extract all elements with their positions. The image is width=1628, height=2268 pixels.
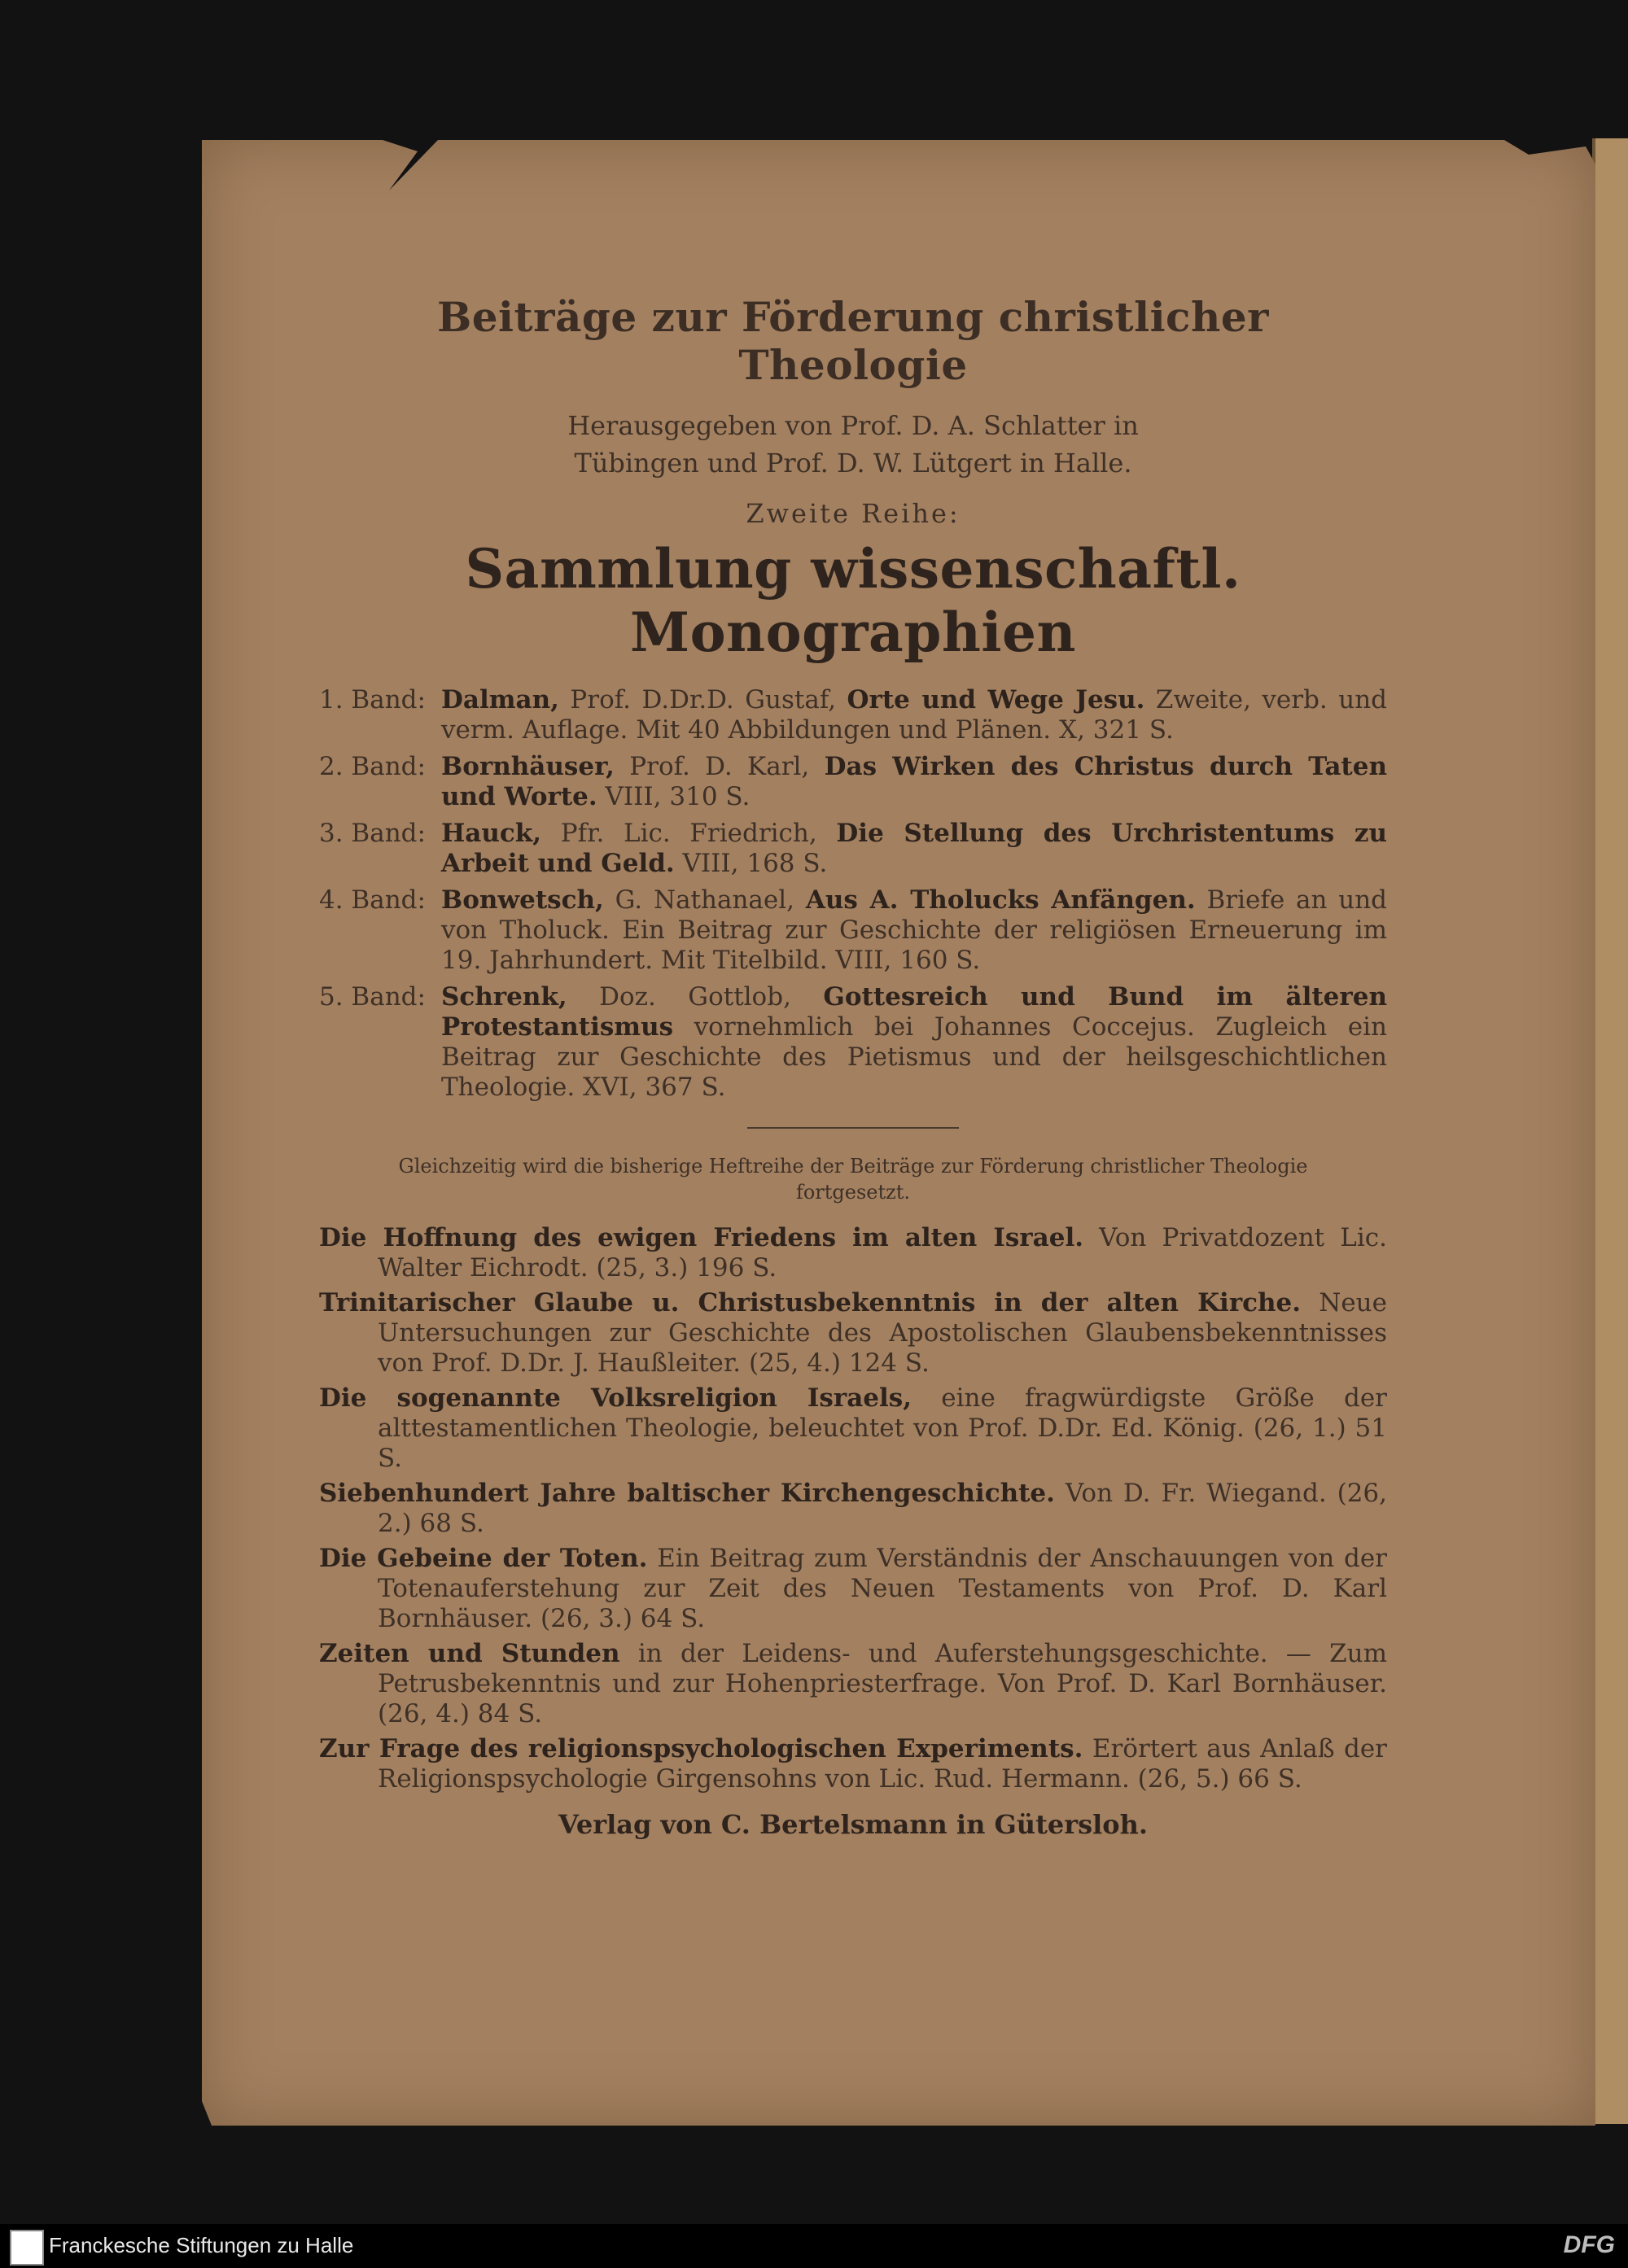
issue-rest: Erörtert aus Anlaß der Religionspsychologie Girgensohns von Lic. Rud. Hermann. (26, 5.) 66 S. — [378, 1734, 1388, 1794]
issue-title: Zeiten und Stunden — [319, 1639, 620, 1668]
editors — [319, 407, 1387, 482]
volume-item — [319, 982, 1387, 1103]
volume-detail: G. Nathanael, — [603, 885, 806, 915]
volume-author: Bornhäuser, — [441, 752, 615, 781]
volume-item — [319, 685, 1387, 745]
publication-title: Beiträge zur Förderung christlicher Theologie — [436, 293, 1270, 389]
volume-label: 3. Band: — [319, 819, 426, 848]
issue-title: Die sogenannte Volksreligion Israels, — [319, 1383, 912, 1413]
issue-rest: Von Privatdozent Lic. Walter Eichrodt. (25, 3.) 196 S. — [378, 1223, 1387, 1283]
volume-text — [441, 752, 1387, 812]
issue-item — [319, 1544, 1387, 1634]
volume-label: 2. Band: — [319, 752, 426, 781]
volume-item — [319, 752, 1387, 812]
issue-title: Die Hoffnung des ewigen Friedens im alten Israel. — [319, 1223, 1084, 1252]
issue-title: Trinitarischer Glaube u. Christusbekenntnis in der alten Kirche. — [319, 1288, 1302, 1318]
issue-rest: Neue Untersuchungen zur Geschichte des Apostolischen Glaubensbekenntnisses von Prof. D.Dr. J. Haußleiter. (25, 4.) 124 S. — [378, 1288, 1387, 1378]
issue-item — [319, 1383, 1387, 1474]
volume-item — [319, 885, 1387, 976]
series-notice: Gleichzeitig wird die bisherige Heftreihe der Beiträge zur Förderung christlicher Theologie fortgesetzt. — [398, 1155, 1308, 1204]
volume-rest: Zweite, verb. und verm. Auflage. Mit 40 Abbildungen und Plänen. X, 321 S. — [441, 685, 1388, 745]
volume-label: 4. Band: — [319, 885, 426, 915]
dfg-logo[interactable]: DFG — [1563, 2231, 1615, 2258]
volume-title: Das Wirken des Christus durch Taten und Worte. — [441, 752, 1388, 811]
issue-rest: in der Leidens- und Auferstehungsgeschichte. — Zum Petrusbekenntnis und zur Hohenpriesterfrage. Von Prof. D. Karl Bornhäuser. (26, 4.) 84 S. — [378, 1639, 1387, 1728]
volume-text — [441, 982, 1387, 1103]
volume-title: Die Stellung des Urchristentums zu Arbeit und Geld. — [441, 819, 1387, 878]
institution-name[interactable]: Franckesche Stiftungen zu Halle — [49, 2233, 354, 2257]
volume-title: Gottesreich und Bund im älteren Protestantismus — [441, 982, 1387, 1042]
volume-rest: vornehmlich bei Johannes Coccejus. Zugleich ein Beitrag zur Geschichte des Pietismus und der heilsgeschichtlichen Theologie. XVI, 367 S. — [441, 1012, 1387, 1102]
volume-author: Hauck, — [441, 819, 542, 848]
volume-title: Orte und Wege Jesu. — [847, 685, 1145, 714]
volume-detail: Prof. D.Dr.D. Gustaf, — [558, 685, 847, 714]
issue-item — [319, 1479, 1387, 1539]
volume-text — [441, 819, 1387, 879]
volume-rest: Briefe an und von Tholuck. Ein Beitrag zur Geschichte der religiösen Erneuerung im 19. Jahrhundert. Mit Titelbild. VIII, 160 S. — [441, 885, 1388, 975]
section-divider — [747, 1127, 959, 1129]
volume-text — [441, 885, 1387, 976]
volume-detail: Doz. Gottlob, — [567, 982, 824, 1012]
issue-item — [319, 1223, 1387, 1283]
editors-line-1: Herausgegeben von Prof. D. A. Schlatter in — [567, 410, 1139, 441]
series-label: Zweite Reihe: — [746, 498, 961, 529]
adjacent-page-edge — [1592, 138, 1628, 2124]
institution-logo-icon[interactable] — [10, 2230, 44, 2266]
volume-author: Dalman, — [441, 685, 559, 714]
volume-author: Schrenk, — [441, 982, 567, 1012]
volume-detail: Pfr. Lic. Friedrich, — [541, 819, 837, 848]
issue-item — [319, 1288, 1387, 1379]
issue-title: Zur Frage des religionspsychologischen Experiments. — [319, 1734, 1083, 1763]
volume-title: Aus A. Tholucks Anfängen. — [805, 885, 1196, 915]
editors-line-2: Tübingen und Prof. D. W. Lütgert in Halle. — [574, 448, 1132, 479]
volume-author: Bonwetsch, — [441, 885, 604, 915]
issue-title: Siebenhundert Jahre baltischer Kirchengeschichte. — [319, 1479, 1055, 1508]
volume-rest: VIII, 168 S. — [674, 849, 828, 878]
series-title: Sammlung wissenschaftl. Monographien — [465, 537, 1241, 664]
volume-label: 5. Band: — [319, 982, 426, 1012]
volume-rest: VIII, 310 S. — [597, 782, 751, 811]
document-content — [319, 293, 1387, 1840]
volume-item — [319, 819, 1387, 879]
issue-list — [319, 1223, 1387, 1794]
issue-title: Die Gebeine der Toten. — [319, 1544, 648, 1573]
issue-rest: eine fragwürdigste Größe der alttestamentlichen Theologie, beleuchtet von Prof. D.Dr. Ed. König. (26, 1.) 51 S. — [378, 1383, 1387, 1473]
issue-item — [319, 1734, 1387, 1794]
issue-rest: Ein Beitrag zum Verständnis der Anschauungen von der Totenauferstehung zur Zeit des Neuen Testaments von Prof. D. Karl Bornhäuser. (26, 3.) 64 S. — [378, 1544, 1387, 1633]
publisher-line: Verlag von C. Bertelsmann in Gütersloh. — [558, 1809, 1148, 1840]
volume-detail: Prof. D. Karl, — [614, 752, 825, 781]
volume-label: 1. Band: — [319, 685, 426, 714]
volume-list — [319, 685, 1387, 1103]
issue-rest: Von D. Fr. Wiegand. (26, 2.) 68 S. — [378, 1479, 1387, 1538]
volume-text — [441, 685, 1387, 745]
issue-item — [319, 1639, 1387, 1729]
